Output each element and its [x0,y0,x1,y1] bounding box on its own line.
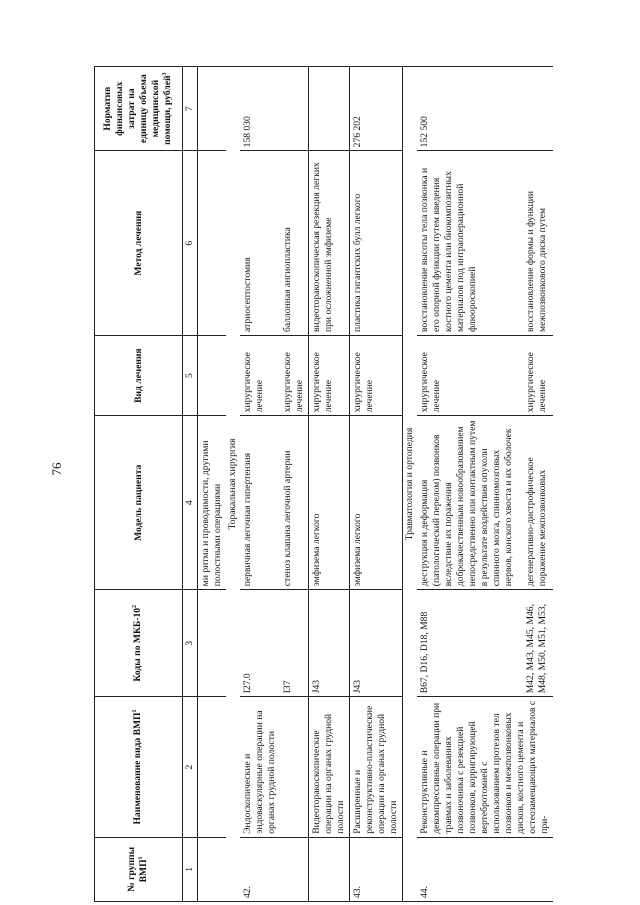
section-trauma: Травматология и ортопедия [402,67,416,902]
row-id: 42. [240,837,280,901]
row-vmp-name: Реконструктивные и декомпрессивные операции при травмах и заболеваниях позвоночника с резекцией позвонков, корригирующей вертебротомией с использованием протезов тел позвонков и межпозвонковых дисков, костного цемента и остеозамещающих материалов с при- [417,697,553,838]
row-model: эмфизема легкого [308,416,349,590]
row-code: M42, M43, M45, M46, M48, M50, M51, M53, [523,590,553,697]
row-type: хирургическое лечение [308,336,349,416]
header-treatment-method: Метод лечения [95,151,183,336]
row-code: I27.0 [240,590,280,697]
row-cost [523,67,553,151]
vmp-table [94,66,553,902]
row-type: хирургическое лечение [417,336,523,416]
section-row [226,67,240,902]
table-container [94,66,640,902]
header-vmp-name: Наименование вида ВМП$^1$ [95,697,183,838]
table-row [240,67,280,902]
col-num-2: 2 [183,697,198,838]
row-type: хирургическое лечение [240,336,280,416]
row-method: баллонная ангиопластика [280,151,308,336]
row-vmp-name: Эндоскопические и эндоваскулярные операции на органах грудной полости [240,697,280,838]
col-num-1: 1 [183,837,198,901]
col-num-3: 3 [183,590,198,697]
row-cost [308,67,349,151]
header-patient-model: Модель пациента [95,416,183,590]
header-row [95,67,183,902]
row-cost [280,67,308,151]
table-row [417,67,523,902]
col-num-5: 5 [183,336,198,416]
row-id [308,837,349,901]
section-row [402,67,416,902]
row-vmp-name: Видеоторакоскопические операции на органах грудной полости [308,697,349,838]
column-number-row [183,67,198,902]
page-number: 76 [49,462,64,476]
table-row [349,67,402,902]
col-num-7: 7 [183,67,198,151]
table-row [280,67,308,902]
continuation-row [197,67,225,902]
row-vmp-name [280,697,308,838]
row-method: атриосептостомия [240,151,280,336]
section-thoracic: Торакальная хирургия [226,67,240,902]
row-type: хирургическое лечение [349,336,402,416]
continuation-text: ми ритма и проводимости, другими полостными операциями [197,416,225,590]
row-id [280,837,308,901]
row-method: восстановление высоты тела позвонка и его опорной функции путем введения костного цемента или биокомпозитных материалов под интраоперационной флюороскопией [417,151,523,336]
row-model: эмфизема легкого [349,416,402,590]
rotated-page [94,66,640,902]
row-method: видеоторакоскопическая резекция легких при осложненной эмфиземе [308,151,349,336]
row-model: стеноз клапана легочной артерии [280,416,308,590]
row-cost: 152 500 [417,67,523,151]
header-group-number: № группы ВМП$^1$ [95,837,183,901]
row-code: J43 [308,590,349,697]
row-code: I37 [280,590,308,697]
row-cost: 158 030 [240,67,280,151]
row-id: 43. [349,837,402,901]
row-id: 44. [417,837,553,901]
row-code: J43 [349,590,402,697]
row-type: хирургическое лечение [280,336,308,416]
col-num-6: 6 [183,151,198,336]
row-model: деструкция и деформация (патологический перелом) позвонков вследствие их поражения доброкачественным новообразованием непосредственно или контактным путем в результате воздействия опухоли спинного мозга, спинномозговых нервов, конского хвоста и их оболочек [417,416,523,590]
table-row [308,67,349,902]
row-cost: 276 202 [349,67,402,151]
row-vmp-name: Расширенные и реконструктивно-пластические операции на органах грудной полости [349,697,402,838]
header-treatment-type: Вид лечения [95,336,183,416]
row-type: хирургическое лечение [523,336,553,416]
row-method: пластика гигантских булл легкого [349,151,402,336]
row-code: B67, D16, D18, M88 [417,590,523,697]
row-model: дегенеративно-дистрофическое поражение межпозвонковых [523,416,553,590]
col-num-4: 4 [183,416,198,590]
header-cost-norm: Норматив финансовых затрат на единицу объема медицинской помощи, рублей$^3$ [95,67,183,151]
header-icd-codes: Коды по МКБ-$10^2$ [95,590,183,697]
row-method: восстановление формы и функции межпозвонкового диска путем [523,151,553,336]
row-model: первичная легочная гипертензия [240,416,280,590]
